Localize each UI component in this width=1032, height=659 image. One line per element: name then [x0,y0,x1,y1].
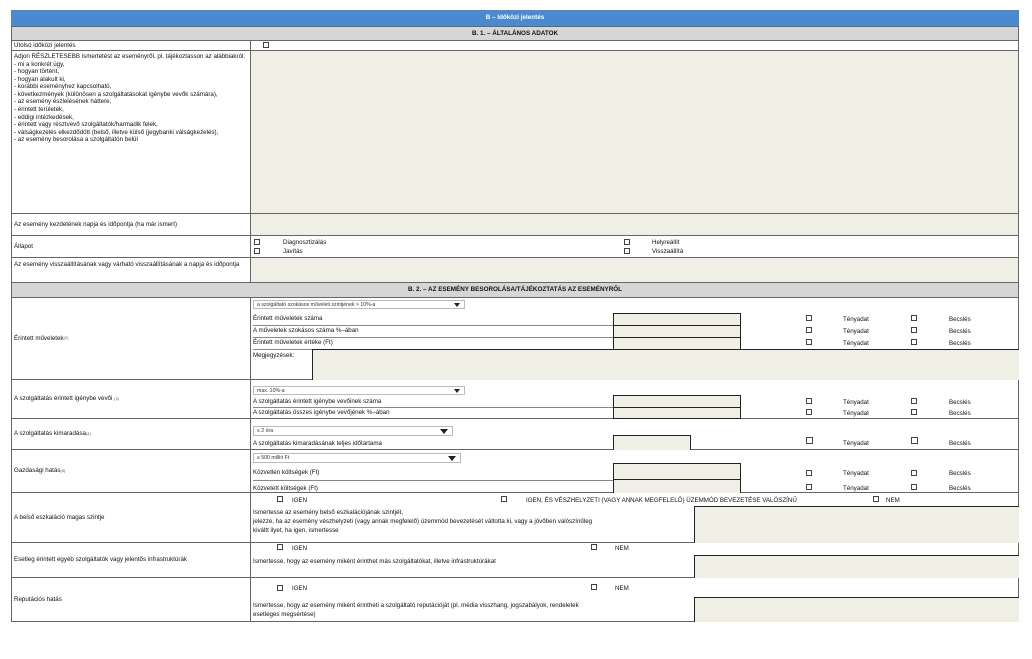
status-cell [251,236,1019,258]
operations-row-3-fact-checkbox[interactable] [806,339,812,345]
operations-row-3-estimate-checkbox[interactable] [911,339,917,345]
status-restore-label: Visszaállítá [652,248,684,255]
chevron-down-icon [440,429,448,434]
customers-sup: (3) [114,395,119,401]
economic-direct-fact-label: Tényadat [843,470,869,477]
operations-row-3-fact-label: Tényadat [843,340,869,347]
reputation-cell [251,578,1019,622]
infrastructure-input[interactable] [694,555,1019,578]
escalation-desc-1: Ismertesse az esemény belső eszkalációjának szintjét, [253,509,403,516]
operations-row-2-label: A műveletek szokásos száma %–ában [253,327,359,334]
reputation-desc-1: Ismertesse, hogy az esemény miként érintheti a szolgáltató reputációját (pl. média visszhang, jogszabályok, rendeletek [253,602,579,609]
escalation-yes-checkbox[interactable] [277,496,283,502]
operations-row-1-fact-label: Tényadat [843,316,869,323]
economic-direct-fact-checkbox[interactable] [806,470,812,476]
start-date-label [11,214,251,236]
economic-indirect-fact-checkbox[interactable] [806,484,812,490]
form-title: B – Időközi jelentés [11,10,1019,26]
economic-indirect-estimate-checkbox[interactable] [911,484,917,490]
customers-row-2-estimate-label: Becslés [949,410,971,417]
economic-indirect-fact-label: Tényadat [843,485,869,492]
operations-row-3-label: Érintett műveletek értéke (Ft) [253,339,333,346]
operations-row-2-estimate-checkbox[interactable] [911,327,917,333]
details-input[interactable] [251,51,1019,214]
escalation-no-checkbox[interactable] [873,496,879,502]
economic-sup: (5) [60,467,66,473]
report-form [11,10,1019,622]
downtime-dropdown[interactable] [253,426,453,436]
infrastructure-label-text: Esetleg érintett egyéb szolgáltatók vagy jelentős infrastruktúrák [14,556,187,564]
downtime-fact-label: Tényadat [843,440,869,447]
operations-notes-label: Megjegyzések: [253,352,295,359]
economic-dropdown-value: ≤ 500 millió Ft [257,455,290,461]
status-diagnosis-checkbox[interactable] [254,239,260,245]
reputation-label-text: Reputációs hatás [14,595,62,603]
customers-cell [251,380,1019,419]
reputation-label [11,578,251,622]
downtime-label-text: A szolgáltatás kimaradása [14,430,86,438]
downtime-sup: (4) [85,430,91,436]
customers-label-text: A szolgáltatás érintett igénybe vevői [14,395,113,403]
economic-indirect-estimate-label: Becslés [949,485,971,492]
economic-indirect-label: Közvetett költségek (Ft) [253,485,318,492]
customers-label [11,380,251,419]
details-label: Adjon RÉSZLETESEBB ismertetést az eseményről, pl. tájékoztasson az alábbiakról: - mi a konkrét ügy, - hogyan történt, - hogyan alakult ki, - korábbi eseményhez kapcsolható, - következmények (különösen a szolgáltatásokat igénybe vevők számára), - az esemény észlelésének háttere, - érintett területek, - eddigi intézkedések, - érintett vagy résztvevő szolgáltatók/harmadik felek, - válságkezelés elkezdődött (belső, illetve külső (jegybanki válságkezelés), - az esemény besorolása a szolgáltatón belül [11,51,251,214]
customers-row-1-fact-label: Tényadat [843,399,869,406]
chevron-down-icon [454,303,460,307]
start-date-input[interactable] [251,214,1019,236]
operations-dropdown-value: a szolgáltató szokásos műveleti szintjének > 10%-a [257,302,376,308]
operations-sup: (2) [63,335,69,341]
escalation-desc-3: kiváltt ilyet, ha igen, ismertesse [253,527,339,534]
last-report-label: Utolsó időközi jelentés [11,41,251,51]
economic-label-text: Gazdasági hatás [14,467,61,475]
operations-row-3-estimate-label: Becslés [949,340,971,347]
start-date-text: Az esemény kezdetének napja és időpontja (ha már ismert) [14,220,178,228]
operations-row-1-fact-checkbox[interactable] [806,315,812,321]
economic-direct-label: Közvetlen költségek (Ft) [253,469,320,476]
operations-label [11,298,251,380]
escalation-input[interactable] [694,506,1019,543]
status-restore-checkbox[interactable] [624,248,630,254]
infrastructure-label [11,543,251,578]
infrastructure-desc: Ismertesse, hogy az esemény miként érinthet más szolgáltatókat, illetve infrastruktúrákat [253,558,496,565]
customers-row-1-label: A szolgáltatás érintett igénybe vevőinek száma [253,398,382,405]
economic-direct-estimate-label: Becslés [949,470,971,477]
reputation-desc-2: esetleges megsértése) [253,611,316,618]
section-2-title: B. 2. – AZ ESEMÉNY BESOROLÁSA/TÁJÉKOZTATÁS AZ ESEMÉNYRŐL [11,283,1019,298]
status-label [11,236,251,258]
economic-dropdown[interactable] [253,453,461,463]
economic-label [11,450,251,493]
restore-date-label: Az esemény visszaállításának vagy várható visszaállításának a napja és időpontja [11,258,251,283]
infrastructure-no-label: NEM [615,545,629,552]
operations-dropdown[interactable] [253,300,465,309]
economic-direct-input[interactable] [613,463,741,480]
reputation-yes-checkbox[interactable] [277,585,283,591]
downtime-fact-checkbox[interactable] [806,437,813,444]
operations-row-2-fact-label: Tényadat [843,328,869,335]
customers-row-2-estimate-checkbox[interactable] [911,409,917,415]
downtime-input[interactable] [613,435,691,450]
chevron-down-icon [454,389,460,393]
infrastructure-yes-checkbox[interactable] [277,544,283,550]
escalation-label-text: A belső eszkaláció magas szintje [14,513,105,521]
reputation-yes-label: IGEN [292,585,308,592]
escalation-yes-emergency-checkbox[interactable] [501,496,507,502]
status-label-text: Állapot [14,242,33,250]
economic-cell [251,450,1019,493]
escalation-cell [251,493,1019,543]
status-recovery-checkbox[interactable] [624,239,630,245]
reputation-no-label: NEM [615,585,629,592]
operations-row-1-estimate-checkbox[interactable] [911,315,917,321]
chevron-down-icon [448,456,456,461]
customers-row-1-fact-checkbox[interactable] [806,398,812,404]
section-1-title: B. 1. – ÁLTALÁNOS ADATOK [11,26,1019,41]
downtime-dropdown-value: ≤ 2 óra [257,428,274,434]
last-report-checkbox[interactable] [263,42,269,48]
infrastructure-yes-label: IGEN [292,545,308,552]
downtime-estimate-checkbox[interactable] [911,437,918,444]
downtime-cell [251,419,1019,450]
status-repair-label: Javítás [283,248,303,255]
reputation-input[interactable] [694,597,1019,622]
restore-date-input[interactable] [251,258,1019,283]
downtime-estimate-label: Becslés [949,440,971,447]
customers-percent-input[interactable] [613,407,741,419]
downtime-row-label: A szolgáltatás kimaradásának teljes időtartama [253,440,382,447]
customers-row-2-label: A szolgáltatás összes igénybe vevőjének %–ában [253,409,390,416]
economic-direct-estimate-checkbox[interactable] [911,470,917,476]
customers-row-2-fact-label: Tényadat [843,410,869,417]
escalation-no-label: NEM [886,497,900,504]
last-report-cell [251,41,1019,51]
downtime-label [11,419,251,450]
infrastructure-cell [251,543,1019,578]
operations-row-1-label: Érintett műveletek száma [253,315,323,322]
customers-dropdown[interactable] [253,386,465,395]
operations-notes-input[interactable] [312,349,1019,380]
economic-indirect-input[interactable] [613,479,741,493]
escalation-yes-label: IGEN [292,497,308,504]
operations-row-2-fact-checkbox[interactable] [806,327,812,333]
customers-dropdown-value: max. 10%-a [257,388,285,394]
infrastructure-no-checkbox[interactable] [591,544,597,550]
status-diagnosis-label: Diagnosztizálás [283,239,327,246]
status-recovery-label: Helyreállít [652,239,680,246]
operations-label-text: Érintett műveletek [14,334,64,342]
escalation-yes-emergency-label: IGEN, ÉS VÉSZHELYZETI (VAGY ANNAK MEGFELELŐ) ÜZEMMÓD BEVEZETÉSE VALÓSZÍNŰ [526,497,797,504]
customers-row-1-estimate-label: Becslés [949,399,971,406]
operations-cell [251,298,1019,380]
operations-row-2-estimate-label: Becslés [949,328,971,335]
escalation-desc-2: jelezze, ha az esemény vészhelyzeti (vagy annak megfelelő) üzemmód bevezetését váltotta ki, vagy a jövőben valószínűleg [253,518,593,525]
operations-row-1-estimate-label: Becslés [949,316,971,323]
status-repair-checkbox[interactable] [254,248,260,254]
customers-row-1-estimate-checkbox[interactable] [911,398,917,404]
reputation-no-checkbox[interactable] [591,584,597,590]
escalation-label [11,493,251,543]
customers-row-2-fact-checkbox[interactable] [806,409,812,415]
